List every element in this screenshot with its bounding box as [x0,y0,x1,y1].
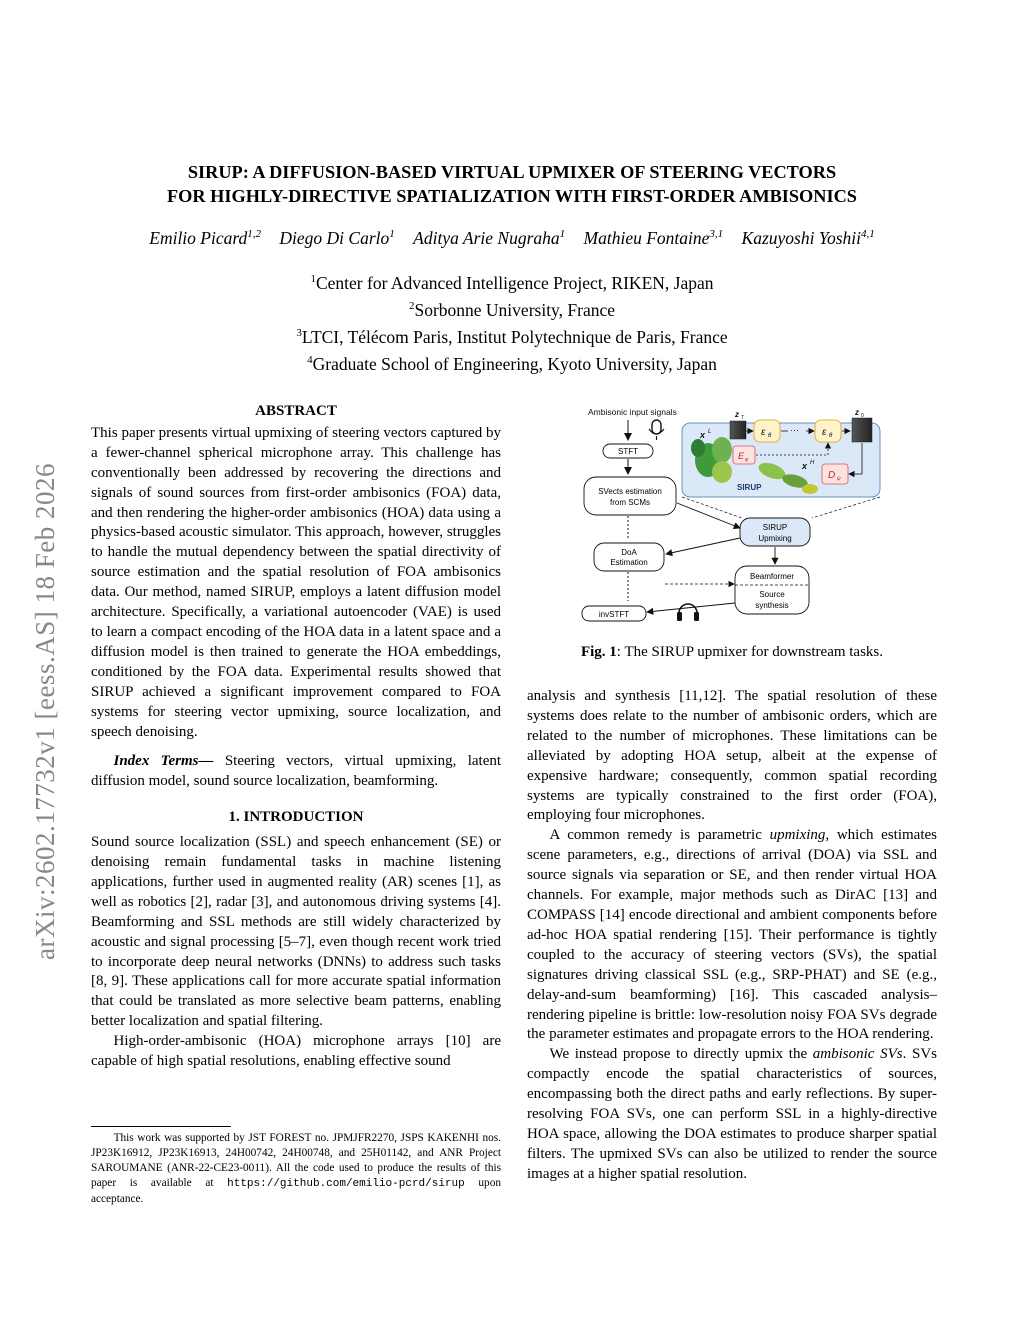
abstract-text: This paper presents virtual upmixing of steering vectors captured by a fewer-channel spherical microphone array. This challenge has conventionally been addressed by recovering the directions and signals of sound sources from first-order ambisonics (FOA) data, and then rendering the higher-order ambisonics (HOA) data using a physics-based acoustic simulator. This approach, however, struggles to handle the mutual dependency between the spatial directivity of source estimation and the spatial resolution of FOA ambisonics data. Our method, named SIRUP, employs a latent diffusion model architecture. Specifically, a variational autoencoder (VAE) is used to learn a compact encoding of the HOA data in a latent space and a diffusion model is then trained to generate the HOA embeddings, conditioned by the FOA data. Experimental results showed that SIRUP achieved a significant improvement compared to FOA systems for steering vector upmixing, source localization, and speech denoising. [91,424,501,740]
svg-text:0: 0 [861,413,864,419]
title-line-1: SIRUP: A DIFFUSION-BASED VIRTUAL UPMIXER OF STEERING VECTORS [187,162,837,182]
footnote: This work was supported by JST FOREST no. JPMJFR2270, JSPS KAKENHI nos. JP23K16912, JP23K16913, 24H00742, 24H00748, and 25H01142, and ANR Project SAROUMANE (ANR-22-CE23-0011). All the code used to produce the results of this paper is available at https://github.com/emilio-pcrd/sirup upon acceptance. [91,1126,501,1207]
svects-label-2: from SCMs [610,498,650,507]
doa-label-2: Estimation [610,558,648,567]
abstract-heading: ABSTRACT [255,403,337,419]
svg-text:φ: φ [745,457,749,463]
svg-text:L: L [708,429,712,435]
affiliation: $^2$Sorbonne University, France [408,299,616,320]
affiliation-list [90,268,934,376]
epsilon-block-2 [815,420,841,442]
svg-text:H: H [810,460,815,466]
right-column [527,687,937,1185]
author-list [90,228,934,249]
stft-label: STFT [618,447,638,456]
sirup-diagram [570,398,890,638]
synthesis-label: synthesis [755,601,789,610]
author: Mathieu Fontaine$^{3,1}$ [583,228,724,248]
author: Aditya Arie Nugraha$^1$ [413,228,566,248]
svg-text:···: ··· [790,425,799,435]
svg-text:θ: θ [768,433,772,439]
svg-text:z: z [735,410,739,419]
svects-label: SVects estimation [598,487,662,496]
author: Kazuyoshi Yoshii$^{4,1}$ [741,228,875,248]
intro-paragraph-3: A common remedy is parametric upmixing, which estimates scene parameters, e.g., directions of arrival (DOA) via SSL and source signals via separation or SE, and then render virtual HOA channels. For example, major methods such as DirAC [13] and COMPASS [14] encode directional and ambient components before ad-hoc HOA spatial rendering [15]. Their performance is tightly coupled to the accuracy of steering vectors (SVs), the spatial signatures driving classical SSL (e.g., SRP-PHAT) and SE (e.g., delay-and-sum beamforming) [16]. This cascaded analysis–rendering pipeline is brittle: low-resolution noisy FOA SVs degrade the parameter estimates and propagate errors to the HOA rendering. [527,827,937,1043]
affiliation: $^3$LTCI, Télécom Paris, Institut Polytechnique de Paris, France [296,326,728,347]
svects-node [584,477,676,515]
svg-text:ε: ε [761,427,766,438]
svg-text:θ: θ [829,433,833,439]
intro-heading: 1. INTRODUCTION [228,809,364,826]
figure-1 [570,398,890,638]
sirup-up-label-2: Upmixing [758,534,792,543]
title-line-2: FOR HIGHLY-DIRECTIVE SPATIALIZATION WITH FIRST-ORDER AMBISONICS [167,186,857,206]
source-label: Source [759,590,785,599]
beamformer-label: Beamformer [749,572,795,581]
index-terms: Index Terms— Steering vectors, virtual upmixing, latent diffusion model, sound source localization, beamforming. [91,753,502,790]
svg-text:z: z [855,408,859,417]
affiliation: $^1$Center for Advanced Intelligence Project, RIKEN, Japan [310,272,714,293]
author: Diego Di Carlo$^1$ [279,228,395,248]
author: Emilio Picard$^{1,2}$ [149,228,262,248]
headphones-icon [677,604,699,621]
latent-patch [852,418,872,442]
invstft-label: invSTFT [598,610,630,619]
svg-text:E: E [738,451,745,461]
sirup-up-label: SIRUP [762,523,788,532]
svg-text:ε: ε [822,427,827,438]
x-h-symbol: x [802,461,808,471]
left-column [91,402,501,1072]
affiliation: $^4$Graduate School of Engineering, Kyoto University, Japan [307,353,717,374]
intro-paragraph-4: We instead propose to directly upmix the ambisonic SVs. SVs compactly encode the spatial characteristics of sources, encompassing both the direct paths and early reflections. By super-resolving FOA SVs, one can perform SSL in a highly-directive HOA space, allowing the DOA estimates to produce sharper spatial filters. The upmixed SVs can also be utilized to render the source images at a higher spatial resolution. [527,1046,938,1182]
intro-paragraph-2-cont: analysis and synthesis [11,12]. The spatial resolution of these systems does relate to the number of ambisonic orders, which are related to the number of microphones. These limitations can be alleviated by adopting HOA setup, albeit at the expense of expensive hardware; consequently, common spatial recording systems are typically constrained to the first order (FOA), employing four microphones. [527,688,937,824]
sirup-panel-label: SIRUP [737,483,762,492]
paper-title [90,160,934,208]
figure-caption: Fig. 1: The SIRUP upmixer for downstream tasks. [580,644,884,660]
intro-paragraph-1: Sound source localization (SSL) and speech enhancement (SE) or denoising remain fundamental tasks in machine listening applications, further used in augmented reality (AR) scenes [1], as well as robotics [2], radar [3], and autonomous driving systems [4]. Beamforming and SSL methods are still widely characterized by acoustic and signal processing [5–7], even though recent work tried to incorporate deep neural networks (DNNs) to address such tasks [8, 9]. These applications call for more accurate spatial information that could be translated as more selective beam patterns, enabling better localization and spatial filtering. [91,834,501,1030]
microphone-icon [649,420,664,440]
svg-text:ψ: ψ [837,476,841,482]
index-terms-label: Index Terms— [113,753,214,770]
epsilon-block-1 [754,420,780,442]
svg-text:D: D [828,470,836,481]
footnote-rule [91,1126,231,1127]
figure-caption-label: Fig. 1 [580,644,617,660]
code-url-link[interactable]: https://github.com/emilio-pcrd/sirup [227,1178,465,1190]
arxiv-identifier[interactable]: arXiv:2602.17732v1 [eess.AS] 18 Feb 2026 [30,463,60,960]
noise-patch [730,421,746,439]
svg-text:T: T [741,415,745,421]
intro-paragraph-2: High-order-ambisonic (HOA) microphone arrays [10] are capable of high spatial resolutions, enabling effective sound [91,1033,501,1070]
x-l-symbol: x [700,430,706,440]
doa-label: DoA [621,548,637,557]
input-signals-label: Ambisonic input signals [588,407,677,417]
